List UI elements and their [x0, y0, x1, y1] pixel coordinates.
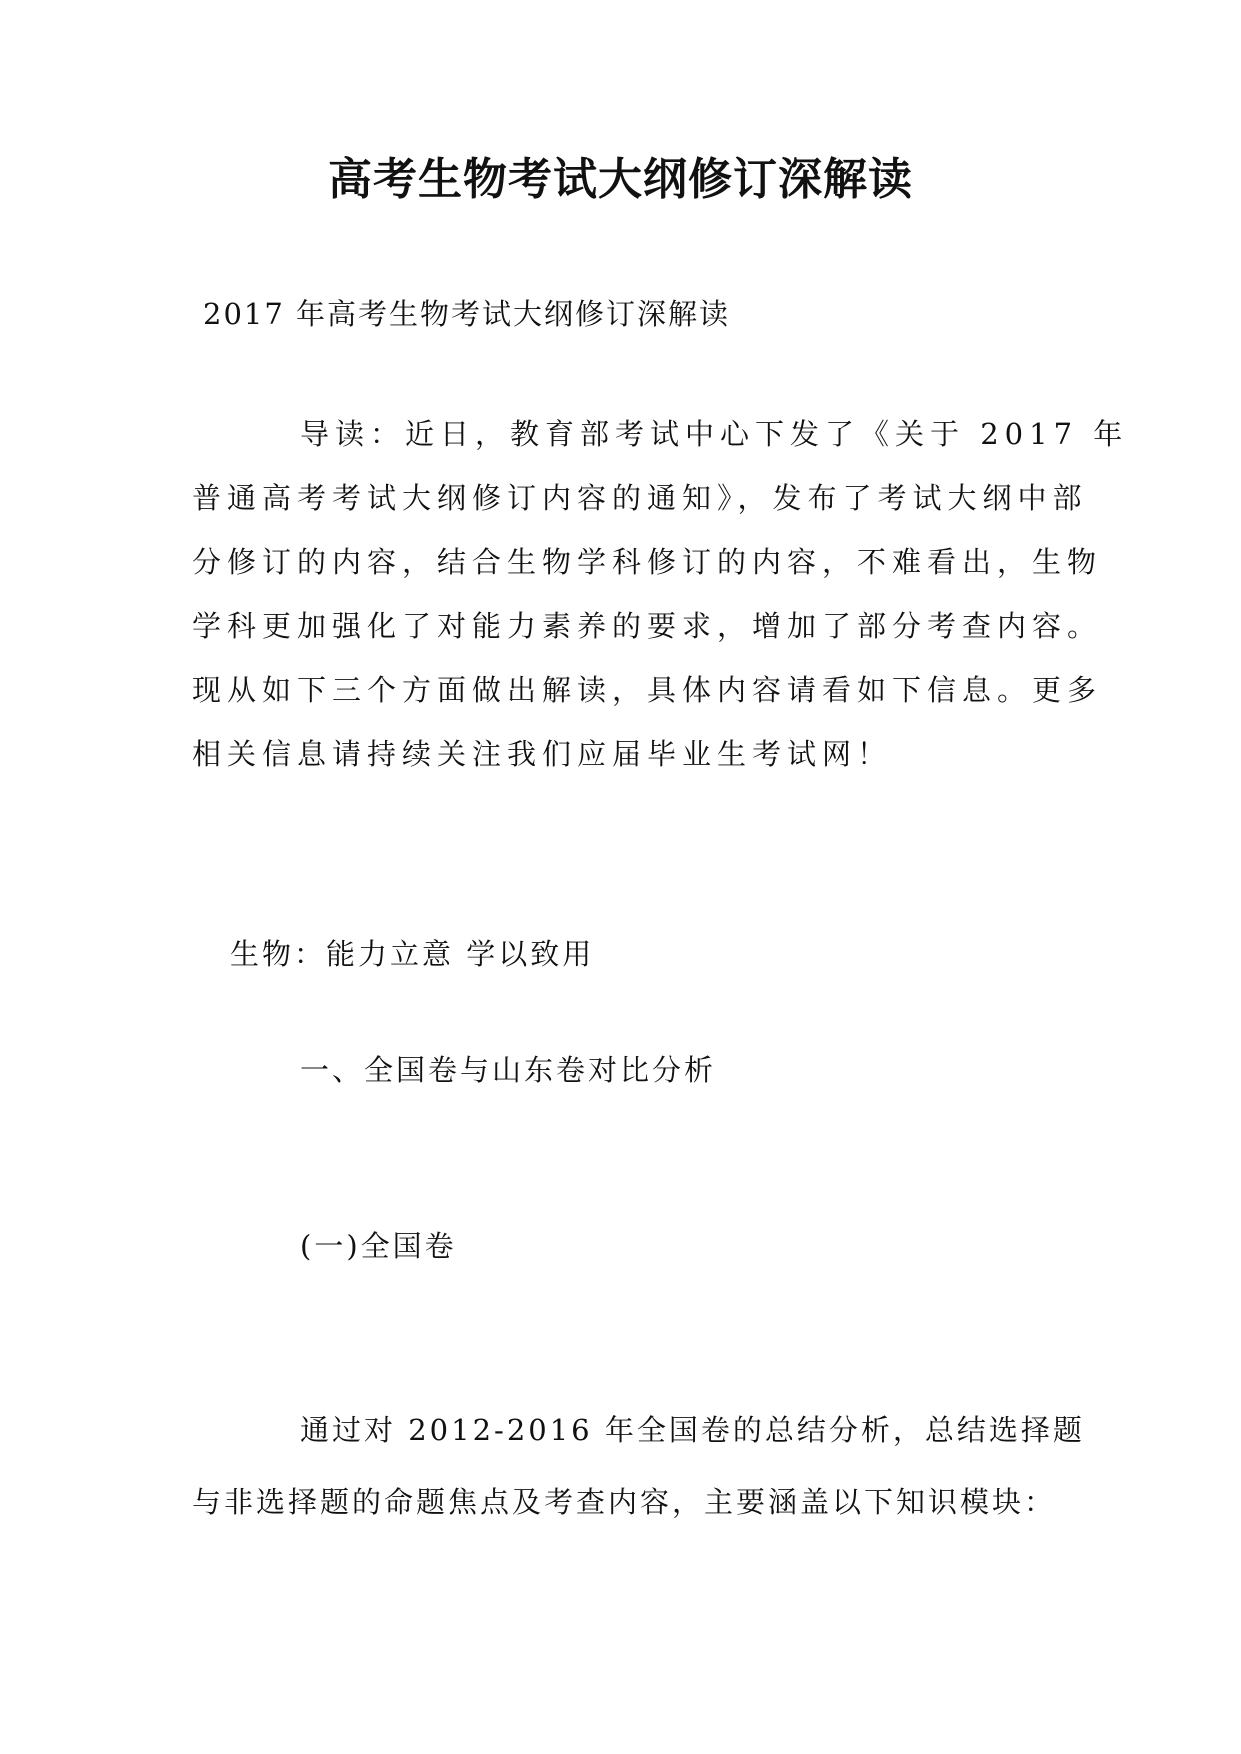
intro-line: 相关信息请持续关注我们应届毕业生考试网！: [192, 737, 893, 771]
section-one-heading: 一、全国卷与山东卷对比分析: [300, 1053, 717, 1087]
biology-heading: 生物：能力立意 学以致用: [230, 937, 595, 971]
intro-line: 普通高考考试大纲修订内容的通知》，发布了考试大纲中部: [192, 481, 1088, 515]
document-subtitle: 2017 年高考生物考试大纲修订深解读: [203, 297, 731, 331]
analysis-line: 与非选择题的命题焦点及考查内容，主要涵盖以下知识模块：: [192, 1485, 1057, 1519]
analysis-paragraph: [192, 1394, 1085, 1538]
intro-line: 导读：近日，教育部考试中心下发了《关于 2017 年: [300, 417, 1129, 451]
intro-line: 分修订的内容，结合生物学科修订的内容，不难看出，生物: [192, 545, 1103, 579]
analysis-line: 通过对 2012-2016 年全国卷的总结分析，总结选择题: [300, 1413, 1085, 1447]
document-title: 高考生物考试大纲修订深解读: [328, 154, 913, 205]
national-paper-heading: (一)全国卷: [300, 1229, 457, 1263]
intro-line: 学科更加强化了对能力素养的要求，增加了部分考查内容。: [192, 609, 1103, 643]
intro-line: 现从如下三个方面做出解读，具体内容请看如下信息。更多: [192, 673, 1103, 707]
intro-paragraph: [192, 402, 1129, 786]
